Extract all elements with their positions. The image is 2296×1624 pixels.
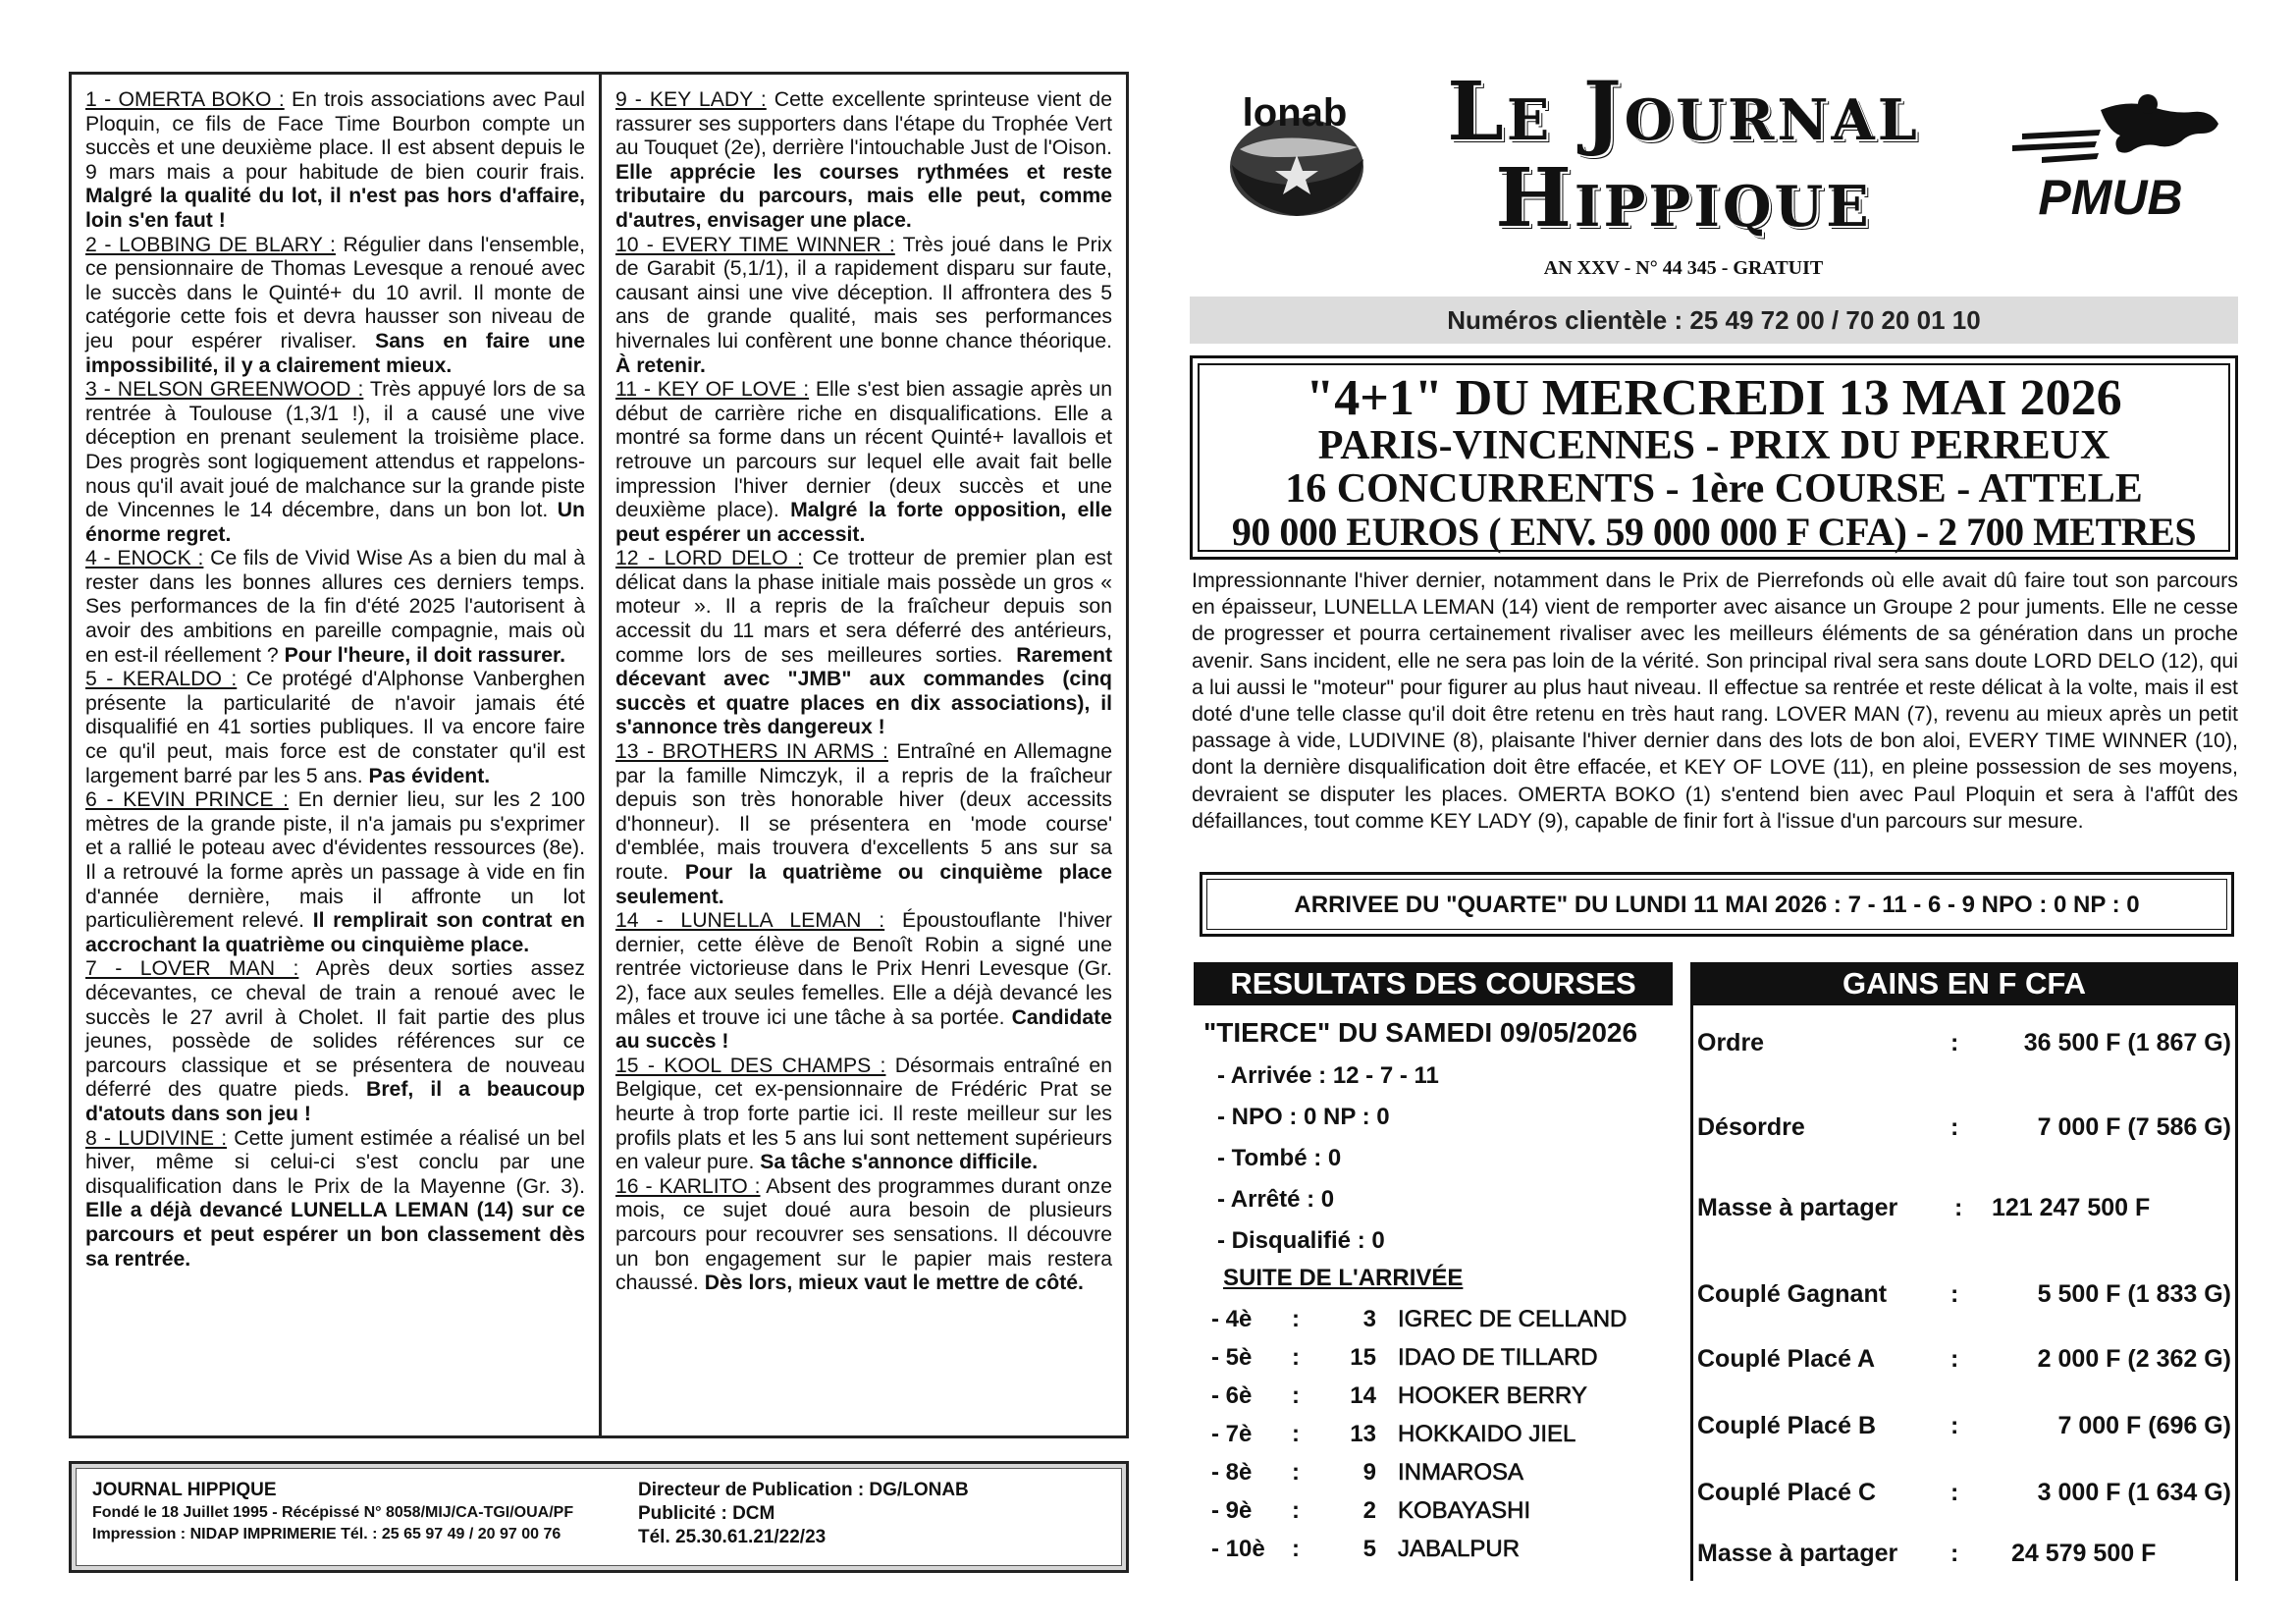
gain-label: Ordre	[1697, 1029, 1765, 1056]
gain-label: Couplé Placé C	[1697, 1479, 1876, 1506]
race-title: "4+1" DU MERCREDI 13 MAI 2026	[1306, 370, 2122, 426]
gain-row	[1697, 1194, 2237, 1225]
placing-row	[1211, 1497, 1663, 1527]
masthead-title-line1: Le Journal	[1447, 65, 1920, 159]
gain-label: Couplé Gagnant	[1697, 1280, 1888, 1308]
horse-verdict: Rarement décevant avec "JMB" aux commandes (cinq succès et quatre places en dix associations), il s'annonce très dangereux !	[615, 643, 1112, 739]
gains-header: GAINS EN F CFA	[1690, 962, 2238, 1005]
quarte-result-box	[1200, 872, 2234, 937]
imprint-director: Directeur de Publication : DG/LONAB	[638, 1480, 969, 1500]
placing-number: 9	[1362, 1459, 1376, 1486]
placing-row	[1211, 1459, 1663, 1489]
horse-entry	[85, 234, 585, 379]
placing-horse: IDAO DE TILLARD	[1398, 1344, 1598, 1371]
horse-verdict: À retenir.	[615, 353, 706, 377]
horse-text: Entraîné en Allemagne par la famille Nimczyk, il a repris de la fraîcheur depuis son très honorable hiver (deux accessits d'honneur). Il se présentera en 'mode course' d'emblée, mais trouvera d'excellents 5 ans sur sa route.	[615, 740, 1112, 884]
horse-text: Ce fils de Vivid Wise As a bien du mal à rester dans les bonnes allures ces derniers temps. Ses performances de la fin d'été 2025 l'autorisent à avoir des ambitions en pareille compagnie, mais où en est-il réellement ?	[85, 547, 585, 667]
placing-horse: JABALPUR	[1398, 1536, 1521, 1562]
horse-name: 8 - LUDIVINE :	[85, 1126, 228, 1150]
gain-label: Couplé Placé A	[1697, 1345, 1876, 1373]
placing-number: 15	[1350, 1344, 1376, 1371]
horse-verdict: Pour l'heure, il doit rassurer.	[284, 643, 566, 667]
horse-text: Après deux sorties assez décevantes, ce cheval de train a renoué avec le succès le 27 avril à Cholet. Il fait partie des plus jeunes, possède de solides références sur ce parcours classique et se présentera de nouveau déferré des quatre pieds.	[85, 957, 586, 1102]
horse-name: 16 - KARLITO :	[615, 1174, 761, 1198]
horse-verdict: Elle a déjà devancé LUNELLA LEMAN (14) sur ce parcours et peut espérer un bon classement dès sa rentrée.	[85, 1199, 585, 1271]
placing-horse: HOKKAIDO JIEL	[1398, 1421, 1576, 1447]
result-npo: - NPO : 0 NP : 0	[1217, 1104, 1390, 1130]
result-arrete: - Arrêté : 0	[1217, 1186, 1335, 1213]
placing-row	[1211, 1382, 1663, 1412]
horse-text: Époustouflante l'hiver dernier, cette élève de Benoît Robin a signé une rentrée victorieuse dans le Prix Henri Levesque (Gr. 2), face aux seules femelles. Elle a déjà devancé les mâles et trouve ici une tâche à sa portée.	[615, 909, 1112, 1029]
gain-row	[1697, 1540, 2237, 1571]
placing-horse: INMAROSA	[1398, 1459, 1524, 1486]
placing-colon: :	[1292, 1344, 1300, 1371]
placing-number: 13	[1350, 1421, 1376, 1447]
horse-text: Très joué dans le Prix de Garabit (5,1/1), il a rapidement disparu sur faute, causant ainsi une vive déception. Il affrontera des 5 ans de grande qualité, mais ses performances hivernales lui confèrent une bonne chance théorique.	[615, 233, 1112, 352]
imprint-box	[69, 1461, 1129, 1573]
horse-entry	[615, 88, 1112, 234]
lonab-logo-text: lonab	[1242, 91, 1348, 135]
gain-value: 121 247 500 F	[1992, 1194, 2151, 1221]
tierce-title: "TIERCE" DU SAMEDI 09/05/2026	[1203, 1017, 1638, 1048]
imprint-founded: Fondé le 18 Juillet 1995 - Récépissé N° 8058/MIJ/CA-TGI/OUA/PF	[92, 1504, 574, 1521]
imprint-printing: Impression : NIDAP IMPRIMERIE Tél. : 25 65 97 49 / 20 97 00 76	[92, 1526, 561, 1543]
placing-row	[1211, 1344, 1663, 1374]
placing-rank: - 8è	[1211, 1459, 1253, 1486]
race-venue: PARIS-VINCENNES - PRIX DU PERREUX	[1317, 423, 2110, 468]
placing-rank: - 5è	[1211, 1344, 1253, 1371]
customer-phone-bar: Numéros clientèle : 25 49 72 00 / 70 20 01 10	[1190, 297, 2238, 344]
horse-name: 7 - LOVER MAN :	[85, 957, 299, 981]
horse-text: Cette jument estimée a réalisé un bel hiver, même si celui-ci s'est conclu par une disqualification dans le Prix de la Mayenne (Gr. 3).	[85, 1126, 585, 1198]
gain-colon: :	[1950, 1345, 1959, 1373]
placing-colon: :	[1292, 1306, 1300, 1332]
result-arrivee: - Arrivée : 12 - 7 - 11	[1217, 1062, 1439, 1089]
race-header-inner	[1198, 363, 2230, 552]
placing-number: 5	[1362, 1536, 1376, 1562]
horse-verdict: Malgré la forte opposition, elle peut espérer un accessit.	[615, 499, 1112, 546]
horse-entry	[615, 234, 1112, 379]
horse-verdict: Sans en faire une impossibilité, il y a clairement mieux.	[85, 329, 585, 377]
issue-line: AN XXV - N° 44 345 - GRATUIT	[1543, 257, 1824, 279]
placing-colon: :	[1292, 1382, 1300, 1409]
gains-panel	[1690, 1005, 2238, 1581]
placing-colon: :	[1292, 1497, 1300, 1524]
placing-number: 14	[1350, 1382, 1376, 1409]
lonab-logo	[1220, 88, 1369, 220]
placing-rank: - 6è	[1211, 1382, 1253, 1409]
horse-entry	[615, 547, 1112, 740]
horse-entry	[85, 668, 585, 788]
horse-verdict: Pour la quatrième ou cinquième place seulement.	[615, 861, 1112, 908]
gain-value: 3 000 F (1 634 G)	[2037, 1479, 2231, 1506]
horse-entry	[615, 909, 1112, 1055]
race-meta: 16 CONCURRENTS - 1ère COURSE - ATTELE	[1285, 466, 2143, 512]
gain-colon: :	[1954, 1194, 1963, 1221]
quarte-result: ARRIVEE DU "QUARTE" DU LUNDI 11 MAI 2026 : 7 - 11 - 6 - 9 NPO : 0 NP : 0	[1206, 879, 2227, 930]
placing-colon: :	[1292, 1536, 1300, 1562]
gain-label: Désordre	[1697, 1113, 1805, 1141]
horse-text: Ce trotteur de premier plan est délicat dans la phase initiale mais possède un gros « moteur ». Il a repris de la fraîcheur depuis son accessit du 11 mars et sera déferré des antérieurs, comme lors de ses meilleures sorties.	[615, 547, 1112, 667]
placing-horse: KOBAYASHI	[1398, 1497, 1531, 1524]
horse-verdict: Candidate au succès !	[615, 1005, 1112, 1054]
horse-name: 9 - KEY LADY :	[615, 88, 767, 111]
horse-entry	[85, 547, 585, 668]
horse-name: 1 - OMERTA BOKO :	[85, 88, 285, 111]
gain-row	[1697, 1029, 2237, 1060]
results-header: RESULTATS DES COURSES	[1194, 962, 1673, 1005]
horse-name: 12 - LORD DELO :	[615, 547, 804, 570]
gain-colon: :	[1950, 1540, 1959, 1567]
pmub-logo-text: PMUB	[2038, 170, 2183, 225]
horse-verdict: Pas évident.	[368, 764, 491, 787]
placing-rank: - 4è	[1211, 1306, 1253, 1332]
horse-name: 14 - LUNELLA LEMAN :	[615, 909, 885, 933]
results-panel	[1194, 1005, 1673, 1585]
horse-verdict: Un énorme regret.	[85, 499, 585, 546]
suite-title: SUITE DE L'ARRIVÉE	[1223, 1265, 1464, 1291]
commentary-column-right	[599, 75, 1126, 1435]
horse-name: 10 - EVERY TIME WINNER :	[615, 233, 895, 256]
race-prize: 90 000 EUROS ( ENV. 59 000 000 F CFA) - 2 700 METRES	[1231, 510, 2197, 554]
horse-text: En dernier lieu, sur les 2 100 mètres de la grande piste, il n'a jamais pu s'exprimer et a rallié le poteau avec d'évidentes ressources (8e). Il a retrouvé la forme après un passage à vide en fin d'année dernière, mais il affronte un lot particulièrement relevé.	[85, 788, 585, 933]
gain-label: Masse à partager	[1697, 1540, 1898, 1567]
horse-verdict: Dès lors, mieux vaut le mettre de côté.	[704, 1272, 1084, 1295]
gain-value: 2 000 F (2 362 G)	[2037, 1345, 2231, 1373]
placing-row	[1211, 1536, 1663, 1565]
horse-text: Elle s'est bien assagie après un début de carrière riche en disqualifications. Elle a montré sa forme dans un récent Quinté+ lavallois et retrouve un parcours sur lequel elle avait fait belle impression l'hiver dernier (deux succès et une deuxième place).	[615, 378, 1112, 522]
imprint-title: JOURNAL HIPPIQUE	[92, 1480, 277, 1500]
result-disqualifie: - Disqualifié : 0	[1217, 1227, 1385, 1254]
imprint-advertising: Publicité : DCM	[638, 1503, 775, 1524]
race-summary: Impressionnante l'hiver dernier, notamment dans le Prix de Pierrefonds où elle avait dû faire tout son parcours en épaisseur, LUNELLA LEMAN (14) vient de remporter avec aisance un Groupe 2 pour juments. Elle ne cesse de progresser et pourra certainement rivaliser avec les meilleurs éléments de sa génération dans un proche avenir. Sans incident, elle ne sera pas loin de la vérité. Son principal rival sera sans doute LORD DELO (12), qui a lui aussi le "moteur" pour figurer au plus haut niveau. Il effectue sa rentrée et reste délicat à la volte, mais il est doté d'une telle classe qu'il doit être retenu en très haut rang. LOVER MAN (7), revenu au mieux après un petit passage à vide, LUDIVINE (8), plaisante l'hiver dernier dans des lots de bon aloi, EVERY TIME WINNER (10), dont la dernière disqualification doit être effacée, et KEY OF LOVE (11), en pleine possession de ses moyens, devraient se disputer les places. OMERTA BOKO (1) s'entend bien avec Paul Ploquin et sera à l'affût des défaillances, tout comme KEY LADY (9), capable de finir fort à l'issue d'un parcours sur mesure.	[1192, 568, 2238, 833]
gain-colon: :	[1950, 1280, 1959, 1308]
horse-verdict: Bref, il a beaucoup d'atouts dans son jeu !	[85, 1078, 585, 1125]
imprint-publisher	[92, 1479, 599, 1555]
horse-entry	[615, 1055, 1112, 1175]
result-tombe: - Tombé : 0	[1217, 1145, 1342, 1171]
horse-text: Régulier dans l'ensemble, ce pensionnaire de Thomas Levesque a renoué avec le succès dans le Quinté+ du 10 avril. Il monte de catégorie cette fois et devra hausser son niveau de jeu pour espérer rivaliser.	[85, 233, 585, 352]
horse-name: 5 - KERALDO :	[85, 668, 238, 691]
horse-verdict: Sa tâche s'annonce difficile.	[760, 1151, 1039, 1174]
horse-verdict: Il remplirait son contrat en accrochant la quatrième ou cinquième place.	[85, 909, 586, 956]
placing-horse: IGREC DE CELLAND	[1398, 1306, 1628, 1332]
horse-text: Cette excellente sprinteuse vient de rassurer ses supporters dans l'étape du Trophée Vert au Touquet (2e), derrière l'intouchable Just de l'Oison.	[615, 88, 1112, 160]
imprint-contacts	[599, 1479, 1105, 1555]
horse-entry	[85, 1127, 585, 1272]
gain-value: 24 579 500 F	[2011, 1540, 2157, 1567]
gain-row	[1697, 1479, 2237, 1510]
horse-name: 11 - KEY OF LOVE :	[615, 378, 810, 402]
placing-number: 2	[1362, 1497, 1376, 1524]
gain-row	[1697, 1113, 2237, 1145]
imprint-phone: Tél. 25.30.61.21/22/23	[638, 1527, 827, 1547]
gain-colon: :	[1950, 1412, 1959, 1439]
horse-entry	[85, 378, 585, 547]
horse-entry	[85, 88, 585, 234]
horse-text: Désormais entraîné en Belgique, cet ex-pensionnaire de Frédéric Prat se heurte à trop forte partie ici. Il reste meilleur sur les profils plats et les 5 ans lui sont nettement supérieurs en valeur pure.	[615, 1054, 1112, 1174]
horse-entry	[85, 957, 585, 1126]
placing-row	[1211, 1306, 1663, 1335]
placing-rank: - 9è	[1211, 1497, 1253, 1524]
gain-value: 7 000 F (7 586 G)	[2037, 1113, 2231, 1141]
gain-row	[1697, 1280, 2237, 1312]
horse-entry	[85, 788, 585, 957]
horse-verdict: Elle apprécie les courses rythmées et reste tributaire du parcours, mais elle peut, comme d'autres, envisager une place.	[615, 160, 1112, 232]
placing-number: 3	[1362, 1306, 1376, 1332]
horse-verdict: Malgré la qualité du lot, il n'est pas hors d'affaire, loin s'en faut !	[85, 185, 585, 232]
placing-rank: - 10è	[1211, 1536, 1265, 1562]
horse-name: 13 - BROTHERS IN ARMS :	[615, 740, 888, 764]
horse-name: 2 - LOBBING DE BLARY :	[85, 233, 336, 256]
placing-row	[1211, 1421, 1663, 1450]
horse-entry	[615, 378, 1112, 547]
masthead-title	[1394, 65, 1973, 245]
imprint-inner	[76, 1468, 1122, 1566]
gain-colon: :	[1950, 1029, 1959, 1056]
gain-row	[1697, 1345, 2237, 1377]
gain-value: 36 500 F (1 867 G)	[2023, 1029, 2231, 1056]
horse-name: 15 - KOOL DES CHAMPS :	[615, 1054, 886, 1077]
pmub-logo	[1983, 90, 2223, 228]
horse-name: 3 - NELSON GREENWOOD :	[85, 378, 364, 402]
jockey-horse-icon	[2012, 94, 2218, 163]
horse-name: 4 - ENOCK :	[85, 547, 204, 570]
horse-entry	[615, 740, 1112, 909]
horse-entry	[615, 1175, 1112, 1296]
horse-text: Absent des programmes durant onze mois, ce sujet doué aura besoin de plusieurs parcours pour recouvrer ses sensations. Il découvre un bon engagement sur le papier mais restera chaussé.	[615, 1174, 1112, 1295]
placing-colon: :	[1292, 1421, 1300, 1447]
horse-text: En trois associations avec Paul Ploquin, ce fils de Face Time Bourbon compte un succès et une deuxième place. Il est absent depuis le 9 mars mais a pour habitude de bien courir frais.	[85, 88, 585, 184]
horse-commentary	[69, 72, 1129, 1438]
gain-row	[1697, 1412, 2237, 1443]
placing-horse: HOOKER BERRY	[1398, 1382, 1587, 1409]
gain-label: Masse à partager	[1697, 1194, 1898, 1221]
commentary-column-left	[72, 75, 599, 1435]
race-header-box	[1190, 355, 2238, 560]
gain-label: Couplé Placé B	[1697, 1412, 1876, 1439]
horse-text: Très appuyé lors de sa rentrée à Toulouse (1,3/1 !), il a causé une vive déception en prenant seulement la troisième place. Des progrès sont logiquement attendus et rappelons-nous qu'il avait joué de malchance sur la grande piste de Vincennes le 14 décembre, dans un bon lot.	[85, 378, 585, 522]
gain-colon: :	[1950, 1113, 1959, 1141]
horse-text: Ce protégé d'Alphonse Vanberghen présente la particularité de n'avoir jamais été disqualifié en 41 sorties publiques. Il va encore faire ce qu'il peut, mais force est de constater qu'il est largement barré par les 5 ans.	[85, 668, 585, 787]
gain-colon: :	[1950, 1479, 1959, 1506]
gain-value: 7 000 F (696 G)	[2057, 1412, 2231, 1439]
masthead-title-line2: Hippique	[1495, 151, 1872, 245]
placing-rank: - 7è	[1211, 1421, 1253, 1447]
placing-colon: :	[1292, 1459, 1300, 1486]
horse-name: 6 - KEVIN PRINCE :	[85, 788, 289, 812]
gain-value: 5 500 F (1 833 G)	[2037, 1280, 2231, 1308]
